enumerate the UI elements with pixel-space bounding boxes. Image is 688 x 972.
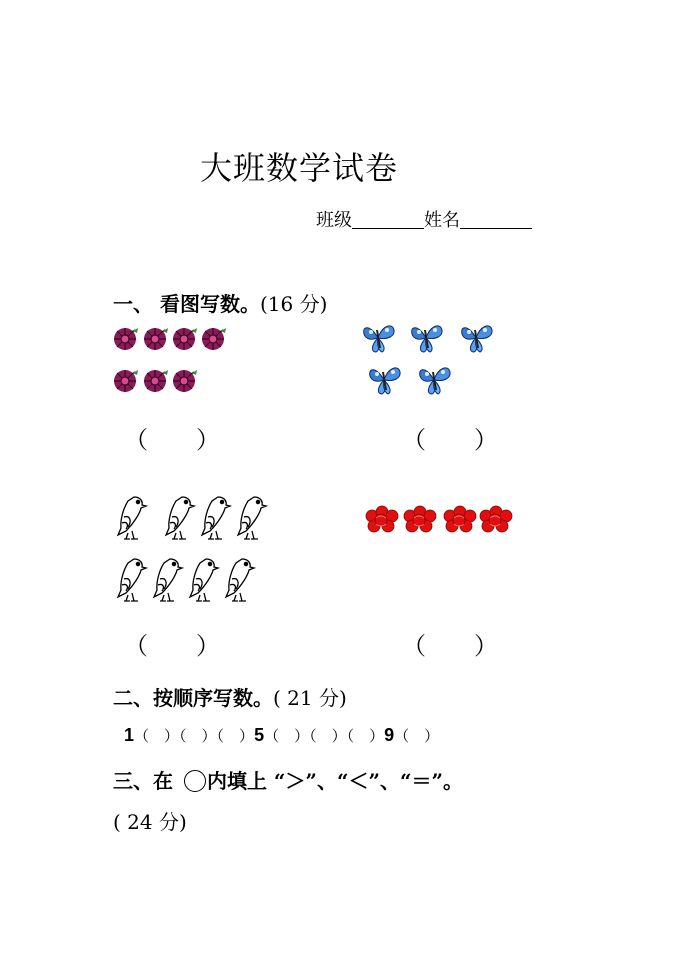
- bird-icon: [238, 497, 266, 539]
- sequence-blank[interactable]: （ ）: [216, 727, 255, 745]
- purple-flower-icon: [144, 328, 168, 350]
- sequence-blank[interactable]: （ ）: [346, 727, 385, 745]
- sequence-blank[interactable]: （ ）: [264, 727, 310, 745]
- section3-title-suffix: 内填上 “＞”、“＜”、“＝”。: [206, 769, 463, 793]
- purple-flower-icon: [173, 370, 197, 392]
- butterfly-icon: [462, 326, 492, 352]
- butterfly-icon: [370, 368, 400, 394]
- section1-points: (16 分): [259, 292, 328, 316]
- section3-title-prefix: 三、在: [113, 769, 173, 793]
- sequence-blank[interactable]: （ ）: [309, 727, 347, 745]
- answer-paren-butterflies[interactable]: （ ）: [402, 426, 498, 454]
- sequence-number: 1: [124, 725, 135, 745]
- purple-flower-icon: [114, 328, 138, 350]
- name-field[interactable]: [460, 210, 532, 229]
- page-title: 大班数学试卷: [200, 149, 399, 187]
- purple-flower-icon: [114, 370, 138, 392]
- butterfly-icon: [364, 326, 394, 352]
- red-flower-group: [364, 506, 524, 546]
- sequence-blank[interactable]: （ ）: [179, 727, 217, 745]
- class-field[interactable]: [352, 210, 424, 229]
- section2-title: 二、按顺序写数。: [113, 686, 273, 710]
- student-info: [316, 206, 532, 232]
- butterfly-group: [362, 322, 502, 402]
- answer-paren-flowers[interactable]: （ ）: [124, 426, 220, 454]
- purple-flower-icon: [202, 328, 226, 350]
- section2-points: ( 21 分): [273, 686, 347, 710]
- bird-icon: [118, 497, 146, 539]
- sequence-blank[interactable]: （ ）: [394, 727, 440, 745]
- bird-icon: [226, 559, 254, 601]
- bird-icon: [154, 559, 182, 601]
- purple-flower-group: [113, 326, 243, 406]
- answer-paren-red-flowers[interactable]: （ ）: [402, 632, 498, 660]
- bird-group: [112, 493, 282, 608]
- section3-heading: [113, 765, 463, 794]
- bird-icon: [202, 497, 230, 539]
- sequence-number: 9: [384, 725, 395, 745]
- bird-icon: [166, 497, 194, 539]
- sequence-blank[interactable]: （ ）: [134, 727, 180, 745]
- red-flower-icon: [444, 506, 476, 532]
- class-label: 班级: [316, 210, 352, 231]
- purple-flower-icon: [173, 328, 197, 350]
- red-flower-icon: [480, 506, 512, 532]
- purple-flower-icon: [144, 370, 168, 392]
- answer-paren-birds[interactable]: （ ）: [124, 632, 220, 660]
- bird-icon: [190, 559, 218, 601]
- butterfly-icon: [420, 368, 450, 394]
- circle-icon: [184, 770, 206, 792]
- section1-heading: [113, 288, 327, 317]
- bird-icon: [118, 559, 146, 601]
- section3-points: ( 24 分): [113, 810, 187, 834]
- number-sequence: [124, 725, 439, 746]
- section2-heading: [113, 682, 347, 711]
- red-flower-icon: [366, 506, 398, 532]
- section1-title: 一、 看图写数。: [113, 292, 260, 316]
- red-flower-icon: [404, 506, 436, 532]
- name-label: 姓名: [424, 210, 460, 231]
- butterfly-icon: [412, 326, 442, 352]
- sequence-number: 5: [254, 725, 265, 745]
